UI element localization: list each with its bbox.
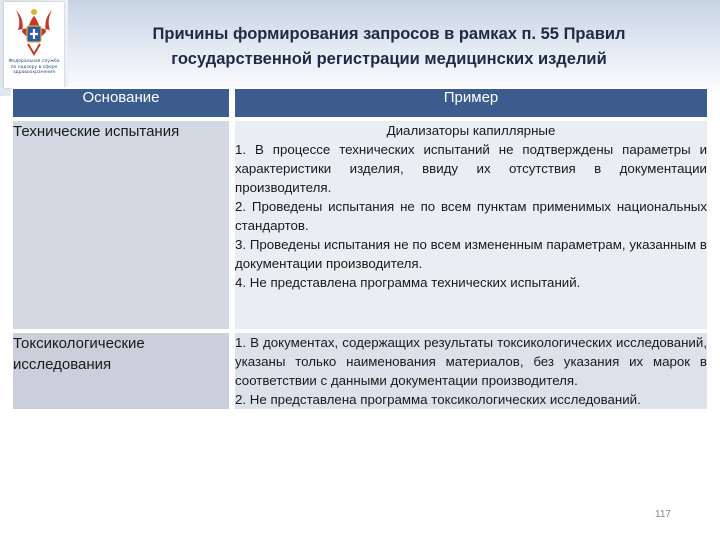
example-item: 2. Не представлена программа токсикологических исследований. [235,392,641,407]
example-item: 3. Проведены испытания не по всем измененным параметрам, указанным в документации производителя. [235,237,707,271]
table-row [11,331,709,411]
emblem-caption: Федеральная служба по надзору в сфере здравоохранения [8,59,60,75]
page-title: Причины формирования запросов в рамках п. 55 Правил государственной регистрации медицинских изделий [152,25,626,68]
page-number: 117 [655,509,671,520]
reasons-table [11,87,709,411]
example-item: 4. Не представлена программа технических испытаний. [235,275,581,290]
example-item: 2. Проведены испытания не по всем пунктам применимых национальных стандартов. [235,199,707,233]
table-row [11,119,709,331]
column-header-example: Пример [233,87,709,119]
roszdravnadzor-emblem [4,2,64,88]
basis-cell: Технические испытания [11,119,233,331]
double-headed-eagle-icon [10,6,58,58]
example-title: Диализаторы капиллярные [386,123,556,138]
table-header-row [11,87,709,119]
example-item: 1. В процессе технических испытаний не подтверждены параметры и характеристики изделия, ввиду их отсутствия в документации производителя. [235,142,707,195]
example-cell [233,331,709,411]
column-header-basis: Основание [11,87,233,119]
basis-cell: Токсикологические исследования [11,331,233,411]
example-cell [233,119,709,331]
example-item: 1. В документах, содержащих результаты токсикологических исследований, указаны только наименования материалов, без указания их марок в соответствии с данными документации производителя. [235,335,707,388]
